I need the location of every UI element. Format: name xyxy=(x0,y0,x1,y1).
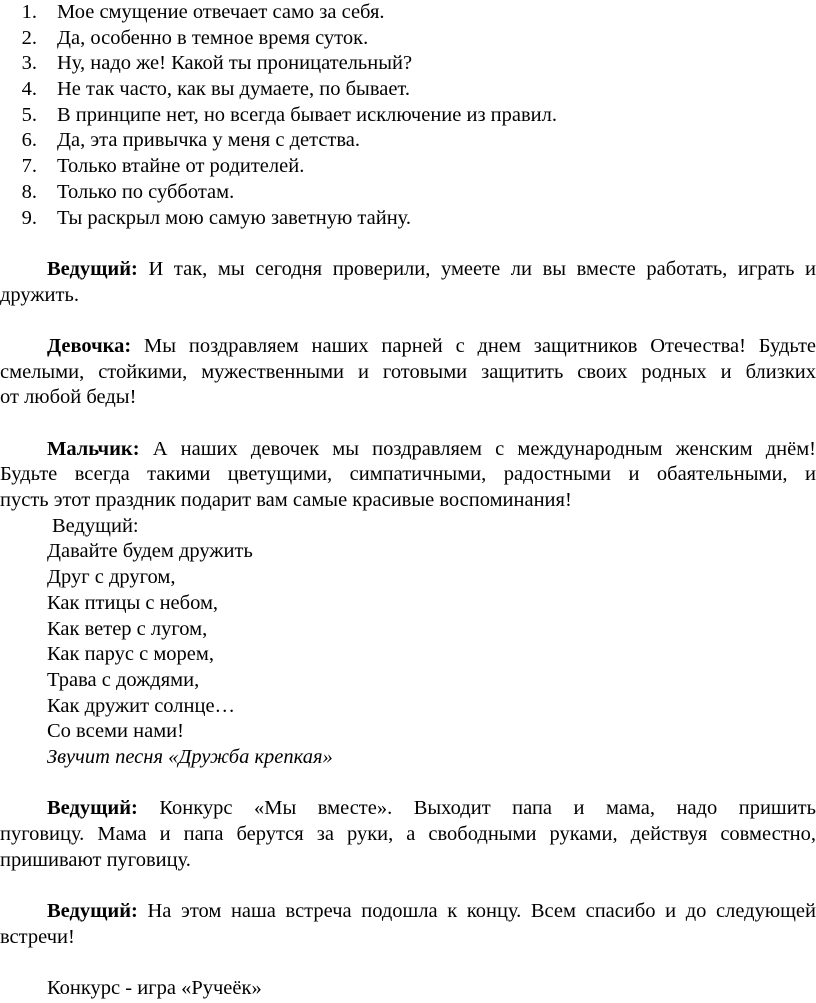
list-item: 5. В принципе нет, но всегда бывает исключение из правил. xyxy=(21,103,558,126)
paragraph-boy: Мальчик: А наших девочек мы поздравляем с международным женским днём! Будьте всегда такими цветущими, симпатичными, радостными и обаятельными, и пусть этот праздник подарит вам самые красивые воспоминания! xyxy=(0,437,816,512)
paragraph-girl: Девочка: Мы поздравляем наших парней с днем защитников Отечества! Будьте смелыми, стойкими, мужественными и готовыми защитить своих родных и близких от любой беды! xyxy=(0,334,816,409)
list-item: 1. Мое смущение отвечает само за себя. xyxy=(21,1,385,23)
list-item: 8. Только по субботам. xyxy=(21,180,235,203)
list-item: 7. Только втайне от родителей. xyxy=(21,155,305,178)
poem-line: Трава с дождями, xyxy=(47,668,200,691)
list-item: 4. Не так часто, как вы думаете, по бывает. xyxy=(21,78,410,101)
speaker-label: Ведущий: xyxy=(47,797,138,820)
paragraph-contest: Ведущий: Конкурс «Мы вместе». Выходит папа и мама, надо пришить пуговицу. Мама и папа берутся за руки, а свободными руками, действуя совместно, пришивают пуговицу. xyxy=(0,797,816,871)
list-item: 3. Ну, надо же! Какой ты проницательный? xyxy=(21,52,413,75)
poem-speaker: Ведущий: xyxy=(52,514,139,537)
poem-line: Со всеми нами! xyxy=(47,720,184,743)
poem-line: Как птицы с небом, xyxy=(47,591,219,614)
song-note: Звучит песня «Дружба крепкая» xyxy=(47,745,333,768)
list-item: 2. Да, особенно в темное время суток. xyxy=(21,26,369,49)
poem-line: Как ветер с лугом, xyxy=(47,617,208,640)
poem-line: Давайте будем дружить xyxy=(47,540,253,563)
numbered-list xyxy=(0,0,816,231)
poem xyxy=(0,514,816,771)
poem-line: Как парус с морем, xyxy=(47,643,215,666)
list-item: 9. Ты раскрыл мою самую заветную тайну. xyxy=(21,206,412,229)
speaker-label: Ведущий: xyxy=(47,257,138,280)
poem-line: Друг с другом, xyxy=(47,566,176,589)
speaker-label: Мальчик: xyxy=(47,437,140,460)
poem-line: Как дружит солнце… xyxy=(47,694,236,717)
speaker-label: Ведущий: xyxy=(47,900,138,923)
final-line: Конкурс - игра «Ручеёк» xyxy=(47,977,262,1000)
paragraph-host-1: Ведущий: И так, мы сегодня проверили, умеете ли вы вместе работать, играть и дружить. xyxy=(0,257,816,306)
paragraph-ending: Ведущий: На этом наша встреча подошла к концу. Всем спасибо и до следующей встречи! xyxy=(0,900,816,948)
speaker-label: Девочка: xyxy=(47,334,132,357)
list-item: 6. Да, эта привычка у меня с детства. xyxy=(21,129,361,152)
